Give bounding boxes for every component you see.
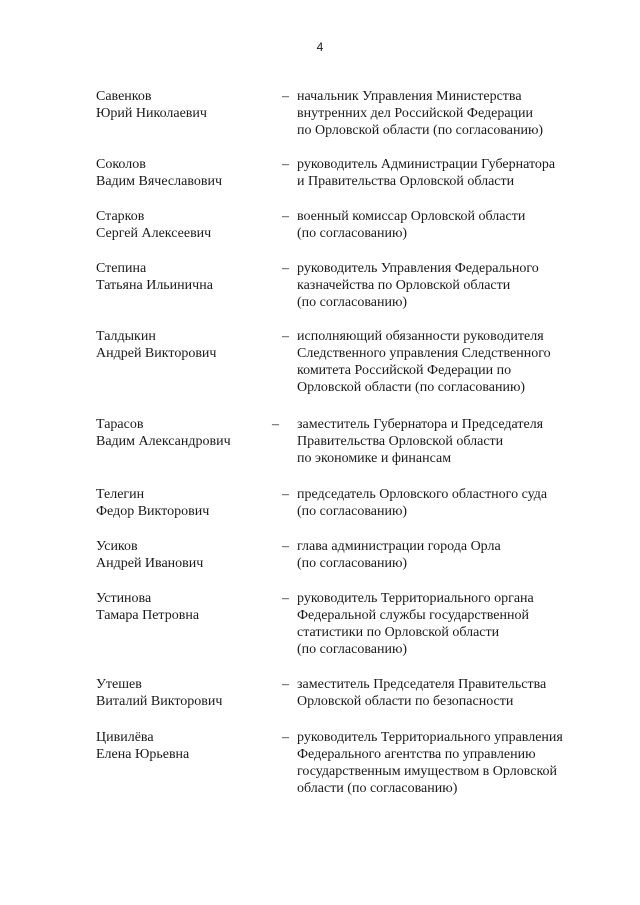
dash-separator: – <box>282 487 289 502</box>
position-line: комитета Российской Федерации по <box>297 363 512 378</box>
member-given-names: Федор Викторович <box>96 504 210 519</box>
position-line: государственным имуществом в Орловской <box>297 764 558 779</box>
dash-separator: – <box>282 89 289 104</box>
member-position <box>297 208 597 242</box>
member-position <box>297 590 597 658</box>
member-surname: Степина <box>96 261 147 276</box>
member-surname: Утешев <box>96 677 142 692</box>
member-surname: Усиков <box>96 539 138 554</box>
member-position <box>297 538 597 572</box>
position-line: по экономике и финансам <box>297 451 452 466</box>
dash-separator: – <box>282 157 289 172</box>
member-position <box>297 260 597 311</box>
member-surname: Телегин <box>96 487 145 502</box>
position-line: руководитель Территориального управления <box>297 730 563 745</box>
member-given-names: Тамара Петровна <box>96 608 200 623</box>
position-line: (по согласованию) <box>297 556 408 571</box>
position-line: руководитель Территориального органа <box>297 591 534 606</box>
member-name <box>96 538 271 572</box>
member-given-names: Андрей Иванович <box>96 556 204 571</box>
position-line: (по согласованию) <box>297 504 408 519</box>
member-position <box>297 416 597 467</box>
member-surname: Цивилёва <box>96 730 154 745</box>
member-position <box>297 88 597 139</box>
position-line: военный комиссар Орловской области <box>297 209 526 224</box>
member-surname: Старков <box>96 209 145 224</box>
member-name <box>96 416 271 450</box>
dash-separator: – <box>282 539 289 554</box>
member-position <box>297 328 597 396</box>
member-given-names: Виталий Викторович <box>96 694 223 709</box>
position-line: заместитель Губернатора и Председателя <box>297 417 544 432</box>
dash-separator: – <box>282 677 289 692</box>
position-line: руководитель Управления Федерального <box>297 261 539 276</box>
member-surname: Устинова <box>96 591 152 606</box>
member-position <box>297 486 597 520</box>
position-line: по Орловской области (по согласованию) <box>297 123 544 138</box>
dash-separator: – <box>282 730 289 745</box>
member-name <box>96 208 271 242</box>
position-line: внутренних дел Российской Федерации <box>297 106 534 121</box>
member-position <box>297 729 597 797</box>
position-line: Федерального агентства по управлению <box>297 747 536 762</box>
dash-separator: – <box>272 417 279 432</box>
member-name <box>96 328 271 362</box>
member-surname: Савенков <box>96 89 152 104</box>
member-surname: Талдыкин <box>96 329 156 344</box>
member-position <box>297 676 597 710</box>
member-name <box>96 156 271 190</box>
member-name <box>96 260 271 294</box>
member-surname: Соколов <box>96 157 146 172</box>
position-line: Следственного управления Следственного <box>297 346 551 361</box>
position-line: статистики по Орловской области <box>297 625 500 640</box>
member-given-names: Вадим Вячеславович <box>96 174 222 189</box>
position-line: глава администрации города Орла <box>297 539 501 554</box>
member-name <box>96 486 271 520</box>
position-line: (по согласованию) <box>297 642 408 657</box>
position-line: заместитель Председателя Правительства <box>297 677 547 692</box>
member-given-names: Сергей Алексеевич <box>96 226 212 241</box>
position-line: и Правительства Орловской области <box>297 174 515 189</box>
member-given-names: Татьяна Ильинична <box>96 278 213 293</box>
member-name <box>96 676 271 710</box>
member-given-names: Елена Юрьевна <box>96 747 190 762</box>
member-given-names: Андрей Викторович <box>96 346 217 361</box>
page-number: 4 <box>316 40 324 54</box>
dash-separator: – <box>282 591 289 606</box>
member-given-names: Вадим Александрович <box>96 434 231 449</box>
member-name <box>96 590 271 624</box>
dash-separator: – <box>282 329 289 344</box>
member-position <box>297 156 597 190</box>
position-line: (по согласованию) <box>297 295 408 310</box>
position-line: Федеральной службы государственной <box>297 608 529 623</box>
position-line: области (по согласованию) <box>297 781 458 796</box>
position-line: начальник Управления Министерства <box>297 89 522 104</box>
member-surname: Тарасов <box>96 417 144 432</box>
dash-separator: – <box>282 261 289 276</box>
dash-separator: – <box>282 209 289 224</box>
position-line: исполняющий обязанности руководителя <box>297 329 544 344</box>
position-line: Правительства Орловской области <box>297 434 504 449</box>
position-line: Орловской области по безопасности <box>297 694 514 709</box>
position-line: руководитель Администрации Губернатора <box>297 157 556 172</box>
member-name <box>96 88 271 122</box>
position-line: казначейства по Орловской области <box>297 278 511 293</box>
position-line: председатель Орловского областного суда <box>297 487 548 502</box>
position-line: Орловской области (по согласованию) <box>297 380 526 395</box>
member-name <box>96 729 271 763</box>
member-given-names: Юрий Николаевич <box>96 106 207 121</box>
position-line: (по согласованию) <box>297 226 408 241</box>
